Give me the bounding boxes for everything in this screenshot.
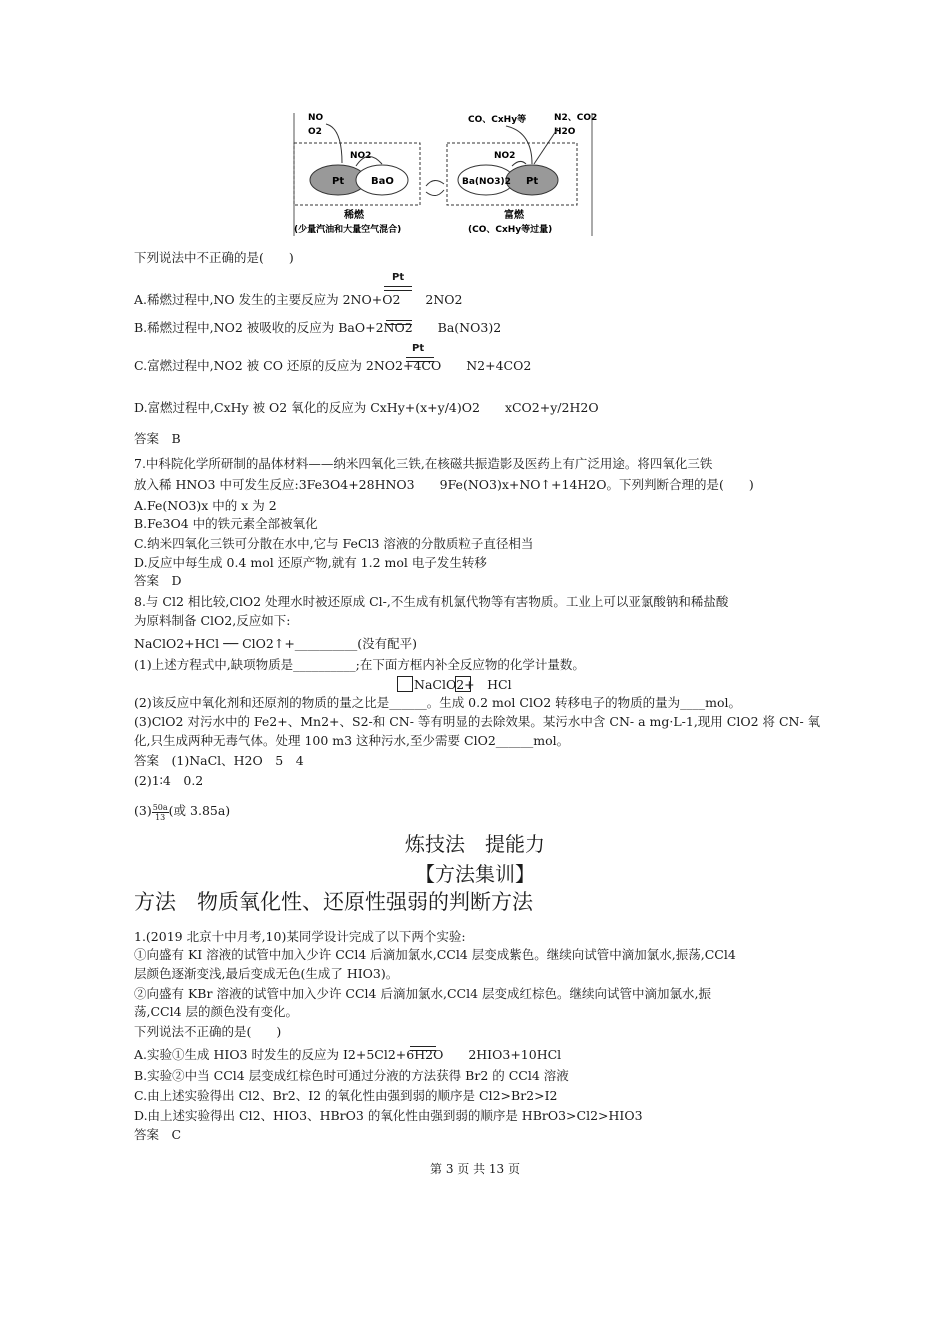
caption-lean: 稀燃 (344, 210, 364, 221)
label-n2-co2: N2、CO2 (554, 113, 598, 123)
node-pt-left: Pt (332, 176, 345, 187)
q7-option-a: A.Fe(NO3)x 中的 x 为 2 (134, 498, 277, 513)
m1-line-3: 层颜色逐渐变浅,最后变成无色(生成了 HIO3)。 (134, 966, 399, 981)
pt-catalyst-label-a: Pt (392, 272, 405, 283)
m1-line-1: 1.(2019 北京十中月考,10)某同学设计完成了以下两个实验: (134, 929, 466, 944)
m1-stem: 下列说法不正确的是( ) (134, 1024, 282, 1039)
q6-option-d: D.富燃过程中,CxHy 被 O2 氧化的反应为 CxHy+(x+y/4)O2 xCO2+y/2H2O (134, 400, 599, 415)
q7-line-2: 放入稀 HNO3 中可发生反应:3Fe3O4+28HNO3 9Fe(NO3)x+NO↑+14H2O。下列判断合理的是( ) (134, 477, 754, 492)
equals-bar-a (384, 286, 412, 291)
m1-answer: 答案 C (134, 1127, 182, 1142)
pt-catalyst-label-c: Pt (412, 343, 425, 354)
subcaption-lean: (少量汽油和大量空气混合) (294, 225, 402, 235)
label-co-cxhy: CO、CxHy等 (468, 115, 527, 125)
q8-part-3b: 化,只生成两种无毒气体。处理 100 m3 这种污水,至少需要 ClO2______mol。 (134, 733, 570, 748)
q8-equation: NaClO2+HCl ── ClO2↑+__________(没有配平) (134, 636, 418, 651)
section-subtitle: 【方法集训】 (415, 862, 535, 886)
q6-stem: 下列说法中不正确的是( ) (134, 250, 294, 265)
section-title: 炼技法 提能力 (405, 832, 545, 856)
coefficient-box-1[interactable] (397, 676, 413, 692)
coefficient-box-2[interactable] (455, 676, 471, 692)
q7-option-d: D.反应中每生成 0.4 mol 还原产物,就有 1.2 mol 电子发生转移 (134, 555, 487, 570)
node-pt-right: Pt (526, 176, 539, 187)
caption-rich: 富燃 (504, 210, 524, 221)
q6-option-c: C.富燃过程中,NO2 被 CO 还原的反应为 2NO2+4CO N2+4CO2 (134, 358, 532, 373)
answer-3-suffix: (或 3.85a) (168, 803, 231, 818)
answer-3-fraction (152, 803, 169, 822)
q6-option-a: A.稀燃过程中,NO 发生的主要反应为 2NO+O2 2NO2 (134, 292, 463, 307)
label-no2-left: NO2 (350, 151, 372, 161)
q8-line-1: 8.与 Cl2 相比较,ClO2 处理水时被还原成 Cl-,不生成有机氯代物等有害物质。工业上可以亚氯酸钠和稀盐酸 (134, 594, 729, 609)
m1-line-4: ②向盛有 KBr 溶液的试管中加入少许 CCl4 后滴加氯水,CCl4 层变成红棕色。继续向试管中滴加氯水,振 (134, 986, 711, 1001)
coefficient-box-text: NaClO2+ HCl (414, 677, 512, 692)
answer-3-prefix: (3) (134, 803, 152, 818)
q8-answer-2: (2)1∶4 0.2 (134, 773, 204, 788)
m1-line-5: 荡,CCl4 层的颜色没有变化。 (134, 1004, 299, 1019)
page-footer: 第 3 页 共 13 页 (430, 1162, 520, 1176)
q8-line-2: 为原料制备 ClO2,反应如下: (134, 613, 291, 628)
q7-answer: 答案 D (134, 573, 182, 588)
m1-line-2: ①向盛有 KI 溶液的试管中加入少许 CCl4 后滴加氯水,CCl4 层变成紫色。继续向试管中滴加氯水,振荡,CCl4 (134, 947, 736, 962)
fraction-denominator: 13 (155, 813, 166, 822)
label-no2-right: NO2 (494, 151, 516, 161)
q8-answer-3 (134, 803, 230, 822)
q8-answer-1: 答案 (1)NaCl、H2O 5 4 (134, 753, 304, 768)
q7-option-b: B.Fe3O4 中的铁元素全部被氧化 (134, 516, 318, 531)
q6-option-b: B.稀燃过程中,NO2 被吸收的反应为 BaO+2NO2 Ba(NO3)2 (134, 320, 502, 335)
node-bano3: Ba(NO3)2 (462, 177, 511, 187)
label-o2: O2 (308, 127, 322, 137)
m1-option-c: C.由上述实验得出 Cl2、Br2、I2 的氧化性由强到弱的顺序是 Cl2>Br2>I2 (134, 1088, 558, 1103)
q8-part-3a: (3)ClO2 对污水中的 Fe2+、Mn2+、S2-和 CN- 等有明显的去除效果。某污水中含 CN- a mg·L-1,现用 ClO2 将 CN- 氧 (134, 714, 821, 729)
m1-option-a: A.实验①生成 HIO3 时发生的反应为 I2+5Cl2+6H2O 2HIO3+10HCl (134, 1047, 562, 1062)
q6-answer: 答案 B (134, 431, 181, 446)
label-no: NO (308, 113, 324, 123)
node-bao: BaO (371, 176, 394, 187)
m1-option-b: B.实验②中当 CCl4 层变成红棕色时可通过分液的方法获得 Br2 的 CCl4 溶液 (134, 1068, 569, 1083)
q8-coefficient-boxes (396, 676, 512, 693)
subcaption-rich: (CO、CxHy等过量) (468, 225, 553, 235)
method-heading: 方法 物质氧化性、还原性强弱的判断方法 (134, 890, 533, 914)
q8-part-1: (1)上述方程式中,缺项物质是__________;在下面方框内补全反应物的化学计量数。 (134, 657, 585, 672)
q7-option-c: C.纳米四氧化三铁可分散在水中,它与 FeCl3 溶液的分散质粒子直径相当 (134, 536, 534, 551)
q7-line-1: 7.中科院化学所研制的晶体材料——纳米四氧化三铁,在核磁共振造影及医药上有广泛用途。将四氧化三铁 (134, 456, 713, 471)
fraction-numerator: 50a (152, 803, 168, 812)
q8-part-2: (2)该反应中氧化剂和还原剂的物质的量之比是______。生成 0.2 mol ClO2 转移电子的物质的量为____mol。 (134, 695, 741, 710)
m1-option-d: D.由上述实验得出 Cl2、HIO3、HBrO3 的氧化性由强到弱的顺序是 HBrO3>Cl2>HIO3 (134, 1108, 643, 1123)
catalytic-diagram (286, 108, 606, 240)
label-h2o: H2O (554, 127, 576, 137)
